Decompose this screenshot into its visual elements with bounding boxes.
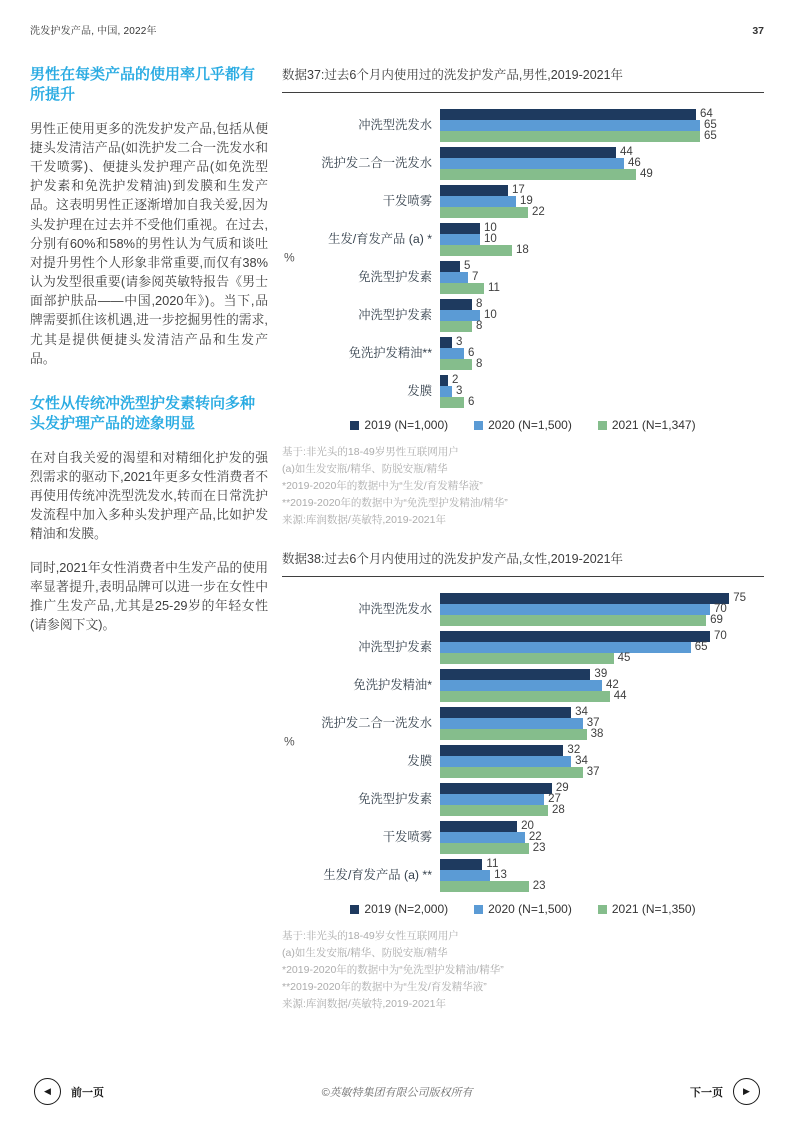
legend-swatch bbox=[598, 421, 607, 430]
bar-2020 bbox=[440, 718, 583, 729]
bar-value-label: 29 bbox=[555, 781, 569, 794]
legend-swatch bbox=[598, 905, 607, 914]
bar-line bbox=[440, 207, 764, 218]
bar-2019 bbox=[440, 631, 710, 642]
bar-group bbox=[282, 783, 764, 816]
bar-2021 bbox=[440, 615, 706, 626]
bar-2020 bbox=[440, 120, 700, 131]
bar-stack bbox=[440, 261, 764, 294]
bar-line bbox=[440, 680, 764, 691]
footnote-line: (a)如生发安瓶/精华、防脱安瓶/精华 bbox=[282, 947, 448, 959]
category-label: 洗护发二合一洗发水 bbox=[321, 716, 432, 731]
bar-value-label: 6 bbox=[468, 395, 475, 408]
bar-2021 bbox=[440, 359, 472, 370]
bar-stack bbox=[440, 375, 764, 408]
bar-line bbox=[440, 859, 764, 870]
bar-value-label: 27 bbox=[548, 792, 561, 805]
bar-value-label: 10 bbox=[484, 232, 497, 245]
category-label: 冲洗型洗发水 bbox=[358, 118, 432, 133]
footnote-line: 来源:库润数据/英敏特,2019-2021年 bbox=[282, 998, 446, 1010]
chart-title: 数据38:过去6个月内使用过的洗发护发产品,女性,2019-2021年 bbox=[282, 552, 624, 566]
bar-2021 bbox=[440, 653, 614, 664]
bar-line bbox=[440, 870, 764, 881]
legend-swatch bbox=[350, 421, 359, 430]
bar-value-label: 13 bbox=[494, 868, 507, 881]
footnote-line: **2019-2020年的数据中为“生发/育发精华液” bbox=[282, 981, 487, 993]
bar-line bbox=[440, 397, 764, 408]
bar-2020 bbox=[440, 794, 544, 805]
bar-line bbox=[440, 642, 764, 653]
bar-value-label: 65 bbox=[703, 118, 717, 131]
bar-group bbox=[282, 185, 764, 218]
bar-value-label: 39 bbox=[594, 667, 608, 680]
bar-group bbox=[282, 707, 764, 740]
section-paragraph: 男性正使用更多的洗发护发产品,包括从便捷头发清洁产品(如洗护发二合一洗发水和干发喷雾)、便捷头发护理产品(如免洗型护发素和免洗护发精油)到发膜和生发产品。这表明男性正逐渐增加自我关爱,因为头发护理在过去并不受他们重视。在过去,分别有60%和58%的男性认为气质和谈吐对提升男性个人形象非常重要,而仅有38%认为发型很重要(请参阅英敏特报告《男士面部护肤品——中国,2020年》)。当下,品牌需要抓住该机遇,进一步挖掘男性的需求,尤其是提供便捷头发清洁产品和生发产品。 bbox=[30, 120, 268, 366]
legend-label: 2021 (N=1,350) bbox=[611, 902, 696, 916]
bar-value-label: 65 bbox=[703, 129, 717, 142]
bar-line bbox=[440, 631, 764, 642]
bar-2020 bbox=[440, 386, 452, 397]
main-content bbox=[30, 65, 764, 1033]
bar-2019 bbox=[440, 669, 590, 680]
bar-line bbox=[440, 359, 764, 370]
bar-value-label: 64 bbox=[700, 107, 713, 120]
bar-line bbox=[440, 131, 764, 142]
chart-rows bbox=[282, 109, 764, 408]
legend-swatch bbox=[350, 905, 359, 914]
bar-group bbox=[282, 109, 764, 142]
section-heading-women: 女性从传统冲洗型护发素转向多种头发护理产品的迹象明显 bbox=[30, 395, 256, 432]
legend-swatch bbox=[474, 905, 483, 914]
bar-2021 bbox=[440, 321, 472, 332]
footnote-line: *2019-2020年的数据中为“生发/育发精华液” bbox=[282, 480, 483, 492]
bar-value-label: 23 bbox=[532, 879, 546, 892]
bar-line bbox=[440, 375, 764, 386]
document-title: 洗发护发产品, 中国, 2022年 bbox=[30, 26, 157, 37]
prev-page-label[interactable]: 前一页 bbox=[71, 1086, 104, 1099]
chart-men bbox=[282, 65, 764, 529]
chart-footnotes bbox=[282, 444, 764, 529]
bar-2019 bbox=[440, 707, 571, 718]
bar-group bbox=[282, 669, 764, 702]
bar-value-label: 70 bbox=[714, 629, 727, 642]
bar-line bbox=[440, 843, 764, 854]
legend-item bbox=[598, 902, 696, 916]
category-label: 免洗型护发素 bbox=[358, 792, 432, 807]
category-label: 发膜 bbox=[407, 384, 432, 399]
next-page-button[interactable] bbox=[690, 1078, 760, 1105]
bar-line bbox=[440, 707, 764, 718]
bar-value-label: 38 bbox=[590, 727, 604, 740]
bar-line bbox=[440, 185, 764, 196]
chart-title-rule bbox=[282, 92, 764, 93]
bar-2019 bbox=[440, 783, 552, 794]
chart-footnotes bbox=[282, 928, 764, 1013]
legend-item bbox=[598, 418, 696, 432]
bar-line bbox=[440, 310, 764, 321]
charts-column bbox=[282, 65, 764, 1033]
bar-group bbox=[282, 821, 764, 854]
bar-stack bbox=[440, 299, 764, 332]
bar-group bbox=[282, 337, 764, 370]
commentary-column bbox=[30, 65, 268, 1033]
category-label: 冲洗型护发素 bbox=[358, 308, 432, 323]
bar-2019 bbox=[440, 593, 729, 604]
category-label: 发膜 bbox=[407, 754, 432, 769]
bar-2020 bbox=[440, 642, 691, 653]
bar-2021 bbox=[440, 169, 636, 180]
bar-value-label: 11 bbox=[488, 281, 500, 294]
bar-line bbox=[440, 386, 764, 397]
bar-line bbox=[440, 669, 764, 680]
bar-value-label: 22 bbox=[528, 830, 542, 843]
legend-item bbox=[474, 418, 572, 432]
bar-stack bbox=[440, 223, 764, 256]
bar-line bbox=[440, 821, 764, 832]
bar-value-label: 18 bbox=[515, 243, 529, 256]
bar-value-label: 34 bbox=[575, 754, 588, 767]
bar-stack bbox=[440, 631, 764, 664]
footnote-line: *2019-2020年的数据中为“免洗型护发精油/精华” bbox=[282, 964, 504, 976]
bar-value-label: 44 bbox=[620, 145, 633, 158]
chart-women bbox=[282, 549, 764, 1013]
bar-group bbox=[282, 745, 764, 778]
chart-plot-area bbox=[282, 593, 764, 892]
bar-value-label: 37 bbox=[586, 765, 600, 778]
bar-group bbox=[282, 375, 764, 408]
bar-2021 bbox=[440, 131, 700, 142]
legend-label: 2020 (N=1,500) bbox=[488, 902, 572, 916]
bar-value-label: 70 bbox=[714, 602, 727, 615]
bar-2021 bbox=[440, 767, 583, 778]
category-label: 生发/育发产品 (a) ** bbox=[323, 868, 432, 883]
bar-2019 bbox=[440, 185, 508, 196]
bar-group bbox=[282, 631, 764, 664]
category-label: 免洗护发精油* bbox=[353, 678, 432, 693]
bar-stack bbox=[440, 783, 764, 816]
category-label: 免洗护发精油** bbox=[348, 346, 432, 361]
bar-2021 bbox=[440, 691, 610, 702]
category-label: 冲洗型洗发水 bbox=[358, 602, 432, 617]
bar-2019 bbox=[440, 337, 452, 348]
bar-value-label: 65 bbox=[694, 640, 708, 653]
bar-2021 bbox=[440, 805, 548, 816]
bar-line bbox=[440, 615, 764, 626]
category-label: 冲洗型护发素 bbox=[358, 640, 432, 655]
bar-2019 bbox=[440, 745, 563, 756]
legend-item bbox=[350, 418, 448, 432]
bar-stack bbox=[440, 109, 764, 142]
prev-page-button[interactable] bbox=[34, 1078, 104, 1105]
chart-legend bbox=[282, 902, 764, 916]
bar-line bbox=[440, 805, 764, 816]
legend-label: 2020 (N=1,500) bbox=[488, 418, 572, 432]
next-arrow-icon[interactable]: ▶ bbox=[733, 1078, 760, 1105]
chart-title-rule bbox=[282, 576, 764, 577]
bar-2021 bbox=[440, 397, 464, 408]
chart-rows bbox=[282, 593, 764, 892]
bar-value-label: 28 bbox=[552, 803, 565, 816]
bar-value-label: 20 bbox=[521, 819, 534, 832]
bar-value-label: 22 bbox=[532, 205, 545, 218]
page-footer bbox=[0, 1078, 794, 1105]
bar-line bbox=[440, 337, 764, 348]
bar-2019 bbox=[440, 223, 480, 234]
bar-2019 bbox=[440, 859, 482, 870]
bar-2020 bbox=[440, 832, 525, 843]
bar-2021 bbox=[440, 843, 529, 854]
bar-line bbox=[440, 729, 764, 740]
bar-2020 bbox=[440, 348, 464, 359]
bar-line bbox=[440, 196, 764, 207]
footnote-line: **2019-2020年的数据中为“免洗型护发精油/精华” bbox=[282, 497, 508, 509]
bar-2020 bbox=[440, 234, 480, 245]
bar-line bbox=[440, 767, 764, 778]
bar-2019 bbox=[440, 109, 696, 120]
bar-value-label: 75 bbox=[733, 591, 747, 604]
bar-2019 bbox=[440, 375, 448, 386]
bar-stack bbox=[440, 147, 764, 180]
legend-swatch bbox=[474, 421, 483, 430]
legend-label: 2019 (N=2,000) bbox=[364, 902, 449, 916]
chart-title: 数据37:过去6个月内使用过的洗发护发产品,男性,2019-2021年 bbox=[282, 68, 624, 82]
bar-value-label: 6 bbox=[468, 346, 475, 359]
section-paragraph: 在对自我关爱的渴望和对精细化护发的强烈需求的驱动下,2021年更多女性消费者不再使用传统冲洗型洗发水,转而在日常洗护发流程中加入多种头发护理产品,比如护发精油和发膜。 bbox=[30, 449, 268, 542]
bar-line bbox=[440, 234, 764, 245]
category-label: 洗护发二合一洗发水 bbox=[321, 156, 432, 171]
bar-value-label: 10 bbox=[484, 221, 497, 234]
y-axis-unit-label: % bbox=[284, 249, 295, 264]
category-label: 生发/育发产品 (a) * bbox=[328, 232, 432, 247]
bar-value-label: 49 bbox=[640, 167, 653, 180]
footnote-line: 来源:库润数据/英敏特,2019-2021年 bbox=[282, 514, 446, 526]
bar-stack bbox=[440, 185, 764, 218]
bar-value-label: 44 bbox=[613, 689, 627, 702]
category-label: 免洗型护发素 bbox=[358, 270, 432, 285]
bar-group bbox=[282, 299, 764, 332]
bar-value-label: 37 bbox=[586, 716, 600, 729]
bar-2021 bbox=[440, 207, 528, 218]
bar-line bbox=[440, 261, 764, 272]
page-number: 37 bbox=[752, 25, 764, 37]
section-heading-men: 男性在每类产品的使用率几乎都有所提升 bbox=[30, 66, 256, 103]
bar-value-label: 32 bbox=[567, 743, 581, 756]
bar-stack bbox=[440, 859, 764, 892]
footnote-line: 基于:非光头的18-49岁男性互联网用户 bbox=[282, 446, 459, 458]
bar-value-label: 34 bbox=[575, 705, 588, 718]
legend-item bbox=[474, 902, 572, 916]
bar-value-label: 23 bbox=[532, 841, 546, 854]
bar-line bbox=[440, 756, 764, 767]
bar-stack bbox=[440, 593, 764, 626]
bar-group bbox=[282, 147, 764, 180]
footnote-line: 基于:非光头的18-49岁女性互联网用户 bbox=[282, 930, 459, 942]
bar-value-label: 42 bbox=[606, 678, 619, 691]
bar-line bbox=[440, 745, 764, 756]
bar-group bbox=[282, 859, 764, 892]
footnote-line: (a)如生发安瓶/精华、防脱安瓶/精华 bbox=[282, 463, 448, 475]
bar-line bbox=[440, 245, 764, 256]
bar-value-label: 19 bbox=[520, 194, 533, 207]
bar-2020 bbox=[440, 158, 624, 169]
bar-value-label: 3 bbox=[456, 335, 463, 348]
bar-2019 bbox=[440, 261, 460, 272]
bar-value-label: 69 bbox=[710, 613, 723, 626]
bar-2020 bbox=[440, 756, 571, 767]
bar-2020 bbox=[440, 196, 516, 207]
bar-stack bbox=[440, 337, 764, 370]
legend-item bbox=[350, 902, 448, 916]
bar-line bbox=[440, 283, 764, 294]
bar-value-label: 46 bbox=[628, 156, 641, 169]
bar-group bbox=[282, 593, 764, 626]
bar-2020 bbox=[440, 604, 710, 615]
bar-line bbox=[440, 783, 764, 794]
bar-2019 bbox=[440, 821, 517, 832]
chart-plot-area bbox=[282, 109, 764, 408]
bar-2020 bbox=[440, 680, 602, 691]
bar-value-label: 11 bbox=[486, 857, 499, 870]
bar-2021 bbox=[440, 881, 529, 892]
bar-stack bbox=[440, 821, 764, 854]
bar-2021 bbox=[440, 245, 512, 256]
bar-value-label: 5 bbox=[464, 259, 471, 272]
bar-line bbox=[440, 691, 764, 702]
bar-2020 bbox=[440, 870, 490, 881]
bar-line bbox=[440, 169, 764, 180]
bar-line bbox=[440, 321, 764, 332]
bar-value-label: 10 bbox=[484, 308, 497, 321]
bar-2020 bbox=[440, 310, 480, 321]
copyright-notice: ©英敏特集团有限公司版权所有 bbox=[321, 1086, 473, 1099]
bar-2019 bbox=[440, 147, 616, 158]
bar-line bbox=[440, 348, 764, 359]
bar-value-label: 8 bbox=[476, 297, 483, 310]
category-label: 干发喷雾 bbox=[382, 194, 432, 209]
chart-legend bbox=[282, 418, 764, 432]
page-header bbox=[30, 22, 764, 37]
prev-arrow-icon[interactable]: ◀ bbox=[34, 1078, 61, 1105]
bar-stack bbox=[440, 707, 764, 740]
bar-line bbox=[440, 147, 764, 158]
bar-value-label: 8 bbox=[476, 319, 483, 332]
bar-line bbox=[440, 794, 764, 805]
bar-value-label: 3 bbox=[456, 384, 463, 397]
next-page-label[interactable]: 下一页 bbox=[689, 1086, 723, 1099]
bar-value-label: 2 bbox=[452, 373, 459, 386]
bar-group bbox=[282, 261, 764, 294]
bar-line bbox=[440, 881, 764, 892]
bar-stack bbox=[440, 745, 764, 778]
bar-value-label: 7 bbox=[472, 270, 479, 283]
bar-2019 bbox=[440, 299, 472, 310]
bar-2021 bbox=[440, 283, 484, 294]
bar-value-label: 17 bbox=[512, 183, 525, 196]
bar-value-label: 45 bbox=[617, 651, 631, 664]
bar-group bbox=[282, 223, 764, 256]
category-label: 干发喷雾 bbox=[382, 830, 432, 845]
bar-2020 bbox=[440, 272, 468, 283]
bar-value-label: 8 bbox=[476, 357, 483, 370]
y-axis-unit-label: % bbox=[284, 733, 295, 748]
bar-line bbox=[440, 158, 764, 169]
section-paragraph: 同时,2021年女性消费者中生发产品的使用率显著提升,表明品牌可以进一步在女性中推广生发产品,尤其是25-29岁的年轻女性(请参阅下文)。 bbox=[30, 559, 268, 633]
bar-2021 bbox=[440, 729, 587, 740]
bar-line bbox=[440, 653, 764, 664]
legend-label: 2021 (N=1,347) bbox=[611, 418, 696, 432]
legend-label: 2019 (N=1,000) bbox=[364, 418, 449, 432]
bar-line bbox=[440, 832, 764, 843]
bar-stack bbox=[440, 669, 764, 702]
